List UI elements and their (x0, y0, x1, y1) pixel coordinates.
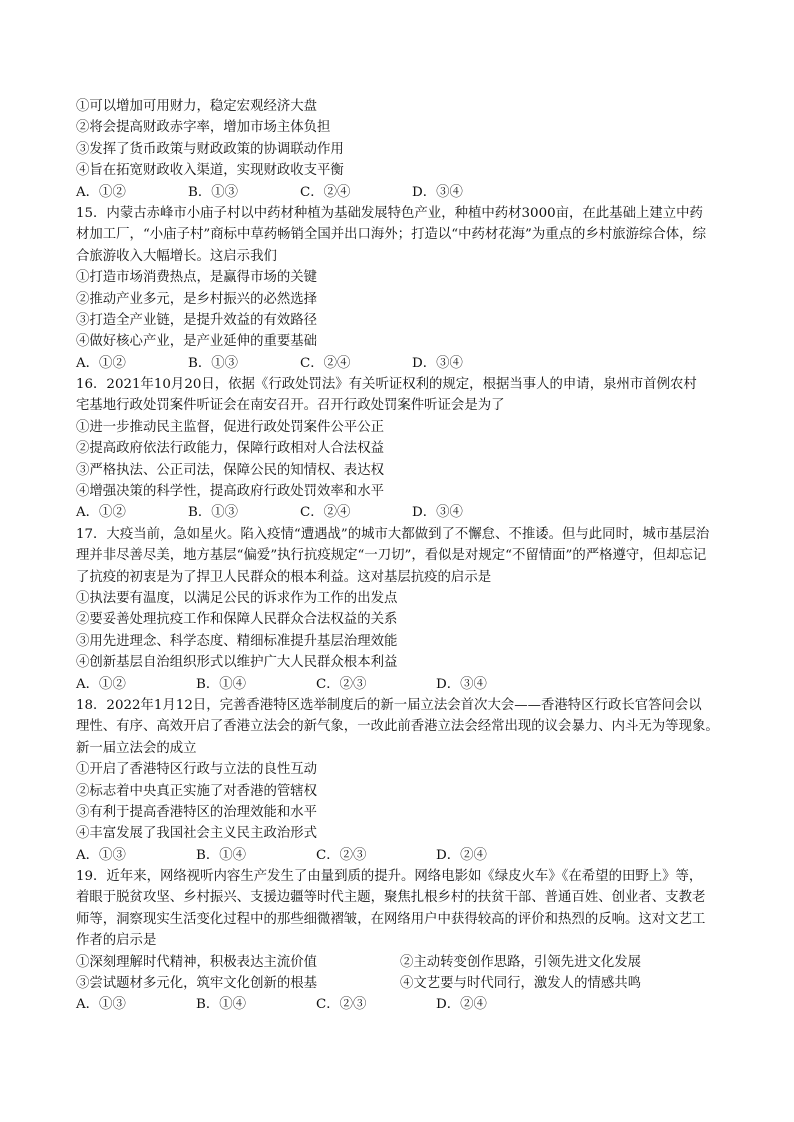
question-stem: 19．近年来，网络视听内容生产发生了由量到质的提升。网络电影如《绿皮火车》《在希望的田野上》等， (76, 869, 703, 885)
choice-item: ④旨在拓宽财政收入渠道，实现财政收支平衡 (76, 163, 344, 179)
option-c: C．②③ (316, 676, 367, 692)
choice-item: ③有利于提高香港特区的治理效能和水平 (76, 804, 318, 820)
choice-item: ①开启了香港特区行政与立法的良性互动 (76, 762, 318, 778)
option-c: C．②③ (316, 997, 367, 1013)
question-stem: 材加工厂，“小庙子村”商标中草药畅销全国并出口海外；打造以“中药材花海”为重点的乡村旅游综合体，综 (76, 227, 706, 243)
option-c: C．②④ (300, 355, 351, 371)
answer-options (76, 182, 726, 203)
choice-item: ③发挥了货币政策与财政政策的协调联动作用 (76, 141, 344, 157)
question-19 (76, 866, 726, 1016)
option-b: B．①④ (196, 847, 247, 863)
choice-item: ①深刻理解时代精神，积极表达主流价值 (76, 954, 318, 970)
answer-options (76, 994, 726, 1015)
question-stem: 16．2021年10月20日，依据《行政处罚法》有关听证权利的规定，根据当事人的申请，泉州市首例农村 (76, 377, 697, 393)
question-stem: 合旅游收入大幅增长。这启示我们 (76, 248, 277, 264)
question-stem: 18．2022年1月12日，完善香港特区选举制度后的新一届立法会首次大会——香港特区行政长官答问会以 (76, 697, 702, 713)
option-c: C．②④ (300, 184, 351, 200)
option-a: A．①② (76, 505, 126, 521)
question-stem: 了抗疫的初衷是为了捍卫人民群众的根本利益。这对基层抗疫的启示是 (76, 569, 492, 585)
choice-item: ④做好核心产业，是产业延伸的重要基础 (76, 334, 318, 350)
question-stem: 作者的启示是 (76, 933, 157, 949)
choice-item: ③尝试题材多元化，筑牢文化创新的根基 (76, 976, 318, 992)
choice-item: ②主动转变创作思路，引领先进文化发展 (400, 954, 642, 970)
option-c: C．②③ (316, 847, 367, 863)
choice-item: ①可以增加可用财力，稳定宏观经济大盘 (76, 99, 318, 114)
option-a: A．①② (76, 676, 126, 692)
option-d: D．③④ (412, 355, 463, 371)
question-18 (76, 695, 726, 866)
option-a: A．①② (76, 355, 126, 371)
choice-item: ①执法要有温度，以满足公民的诉求作为工作的出发点 (76, 590, 398, 606)
choice-item: ②提高政府依法行政能力，保障行政相对人合法权益 (76, 441, 384, 457)
choice-item: ①打造市场消费热点，是赢得市场的关键 (76, 270, 318, 286)
answer-options (76, 674, 726, 695)
option-b: B．①③ (188, 355, 239, 371)
option-d: D．③④ (412, 505, 463, 521)
answer-options (76, 353, 726, 374)
question-stem: 理性、有序、高效开启了香港立法会的新气象，一改此前香港立法会经常出现的议会暴力、内斗无为等现象。 (76, 719, 719, 735)
question-16 (76, 374, 726, 524)
question-stem: 17．大疫当前，急如星火。陷入疫情“遭遇战”的城市大都做到了不懈怠、不推诿。但与此同时，城市基层治 (76, 526, 710, 542)
choice-item: ④创新基层自治组织形式以维护广大人民群众根本利益 (76, 655, 398, 671)
choice-item: ④丰富发展了我国社会主义民主政治形式 (76, 826, 318, 842)
option-d: D．②④ (436, 997, 487, 1013)
question-14 (76, 96, 726, 203)
choice-item: ②要妥善处理抗疫工作和保障人民群众合法权益的关系 (76, 612, 398, 628)
option-a: A．①② (76, 184, 126, 200)
question-stem: 15．内蒙古赤峰市小庙子村以中药材种植为基础发展特色产业，种植中药材3000亩，在此基础上建立中药 (76, 205, 703, 221)
question-stem: 新一届立法会的成立 (76, 740, 197, 756)
question-stem: 着眼于脱贫攻坚、乡村振兴、支援边疆等时代主题，聚焦扎根乡村的扶贫干部、普通百姓、创业者、支教老 (76, 890, 706, 906)
option-b: B．①④ (196, 676, 247, 692)
choice-row (76, 973, 726, 994)
question-17 (76, 524, 726, 695)
question-stem: 理并非尽善尽美，地方基层“偏爱”执行抗疫规定“一刀切”，看似是对规定“不留情面”的严格遵守，但却忘记 (76, 548, 707, 564)
option-b: B．①③ (188, 505, 239, 521)
choice-item: ②标志着中央真正实施了对香港的管辖权 (76, 783, 318, 799)
choice-item: ②将会提高财政赤字率，增加市场主体负担 (76, 120, 331, 136)
choice-item: ①进一步推动民主监督，促进行政处罚案件公平公正 (76, 419, 384, 435)
choice-row (76, 952, 726, 973)
question-15 (76, 203, 726, 374)
choice-item: ④增强决策的科学性，提高政府行政处罚效率和水平 (76, 484, 384, 500)
exam-page (76, 96, 726, 1016)
choice-item: ③用先进理念、科学态度、精细标准提升基层治理效能 (76, 633, 398, 649)
question-stem: 师等，洞察现实生活变化过程中的那些细微褶皱，在网络用户中获得较高的评价和热烈的反响。这对文艺工 (76, 911, 706, 927)
answer-options (76, 845, 726, 866)
option-a: A．①③ (76, 847, 126, 863)
option-d: D．②④ (436, 847, 487, 863)
option-d: D．③④ (436, 676, 487, 692)
choice-item: ②推动产业多元，是乡村振兴的必然选择 (76, 291, 318, 307)
option-b: B．①④ (196, 997, 247, 1013)
answer-options (76, 502, 726, 523)
choice-item: ③严格执法、公正司法，保障公民的知情权、表达权 (76, 462, 384, 478)
choice-item: ③打造全产业链，是提升效益的有效路径 (76, 312, 318, 328)
option-a: A．①③ (76, 997, 126, 1013)
option-c: C．②④ (300, 505, 351, 521)
question-stem: 宅基地行政处罚案件听证会在南安召开。召开行政处罚案件听证会是为了 (76, 398, 505, 414)
choice-item: ④文艺要与时代同行，激发人的情感共鸣 (400, 976, 642, 992)
option-d: D．③④ (412, 184, 463, 200)
option-b: B．①③ (188, 184, 239, 200)
